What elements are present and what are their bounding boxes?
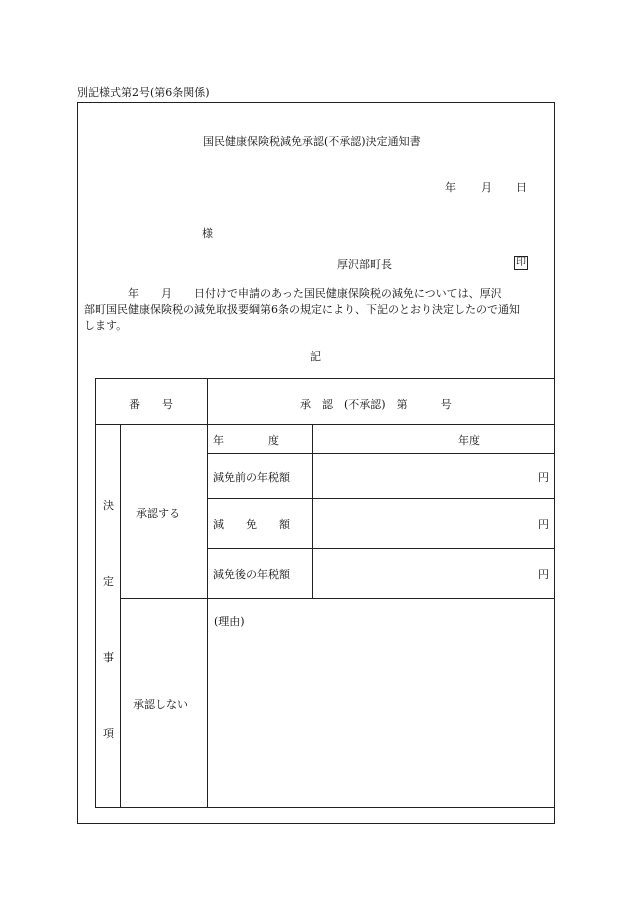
row-value: 円: [538, 471, 549, 484]
date-day: 日: [516, 181, 527, 194]
reject-label: 承認しない: [133, 698, 188, 711]
date-year: 年: [445, 181, 456, 194]
table-rule: [207, 453, 554, 454]
table-rule: [96, 424, 554, 425]
reason-label: (理由): [214, 615, 245, 628]
table-rule: [120, 598, 554, 599]
table-rule: [120, 424, 121, 807]
row-label: 年 度: [213, 434, 279, 447]
body-line: 部町国民健康保険税の減免取扱要綱第6条の規定により、下記のとおり決定したので通知: [84, 303, 520, 316]
number-label: 番 号: [129, 398, 173, 411]
decision-char: 定: [103, 575, 114, 588]
decision-table: [95, 378, 555, 808]
row-label: 減免後の年税額: [213, 568, 290, 581]
table-rule: [207, 548, 554, 549]
row-label: 減免前の年税額: [213, 471, 290, 484]
table-rule: [312, 424, 313, 598]
issuer-name: 厚沢部町長: [337, 258, 392, 271]
decision-char: 項: [103, 727, 114, 740]
row-value: 円: [538, 568, 549, 581]
table-rule: [207, 498, 554, 499]
row-label: 減 免 額: [213, 518, 290, 531]
decision-char: 事: [103, 651, 114, 664]
document-title: 国民健康保険税減免承認(不承認)決定通知書: [203, 135, 421, 148]
body-line: します。: [84, 319, 128, 332]
form-label: 別記様式第2号(第6条関係): [77, 86, 210, 99]
ki-heading: 記: [310, 350, 321, 363]
body-paragraph: [84, 286, 554, 334]
row-value: 年度: [458, 434, 480, 447]
row-value: 円: [538, 518, 549, 531]
approve-label: 承認する: [136, 507, 180, 520]
decision-char: 決: [103, 499, 114, 512]
number-value: 承 認 (不承認) 第 号: [300, 398, 452, 411]
date-month: 月: [481, 181, 492, 194]
seal-mark: 印: [516, 257, 526, 268]
recipient-honorific: 様: [202, 227, 213, 240]
table-rule: [207, 379, 208, 807]
body-line: 年 月 日付けで申請のあった国民健康保険税の減免については、厚沢: [84, 287, 502, 300]
